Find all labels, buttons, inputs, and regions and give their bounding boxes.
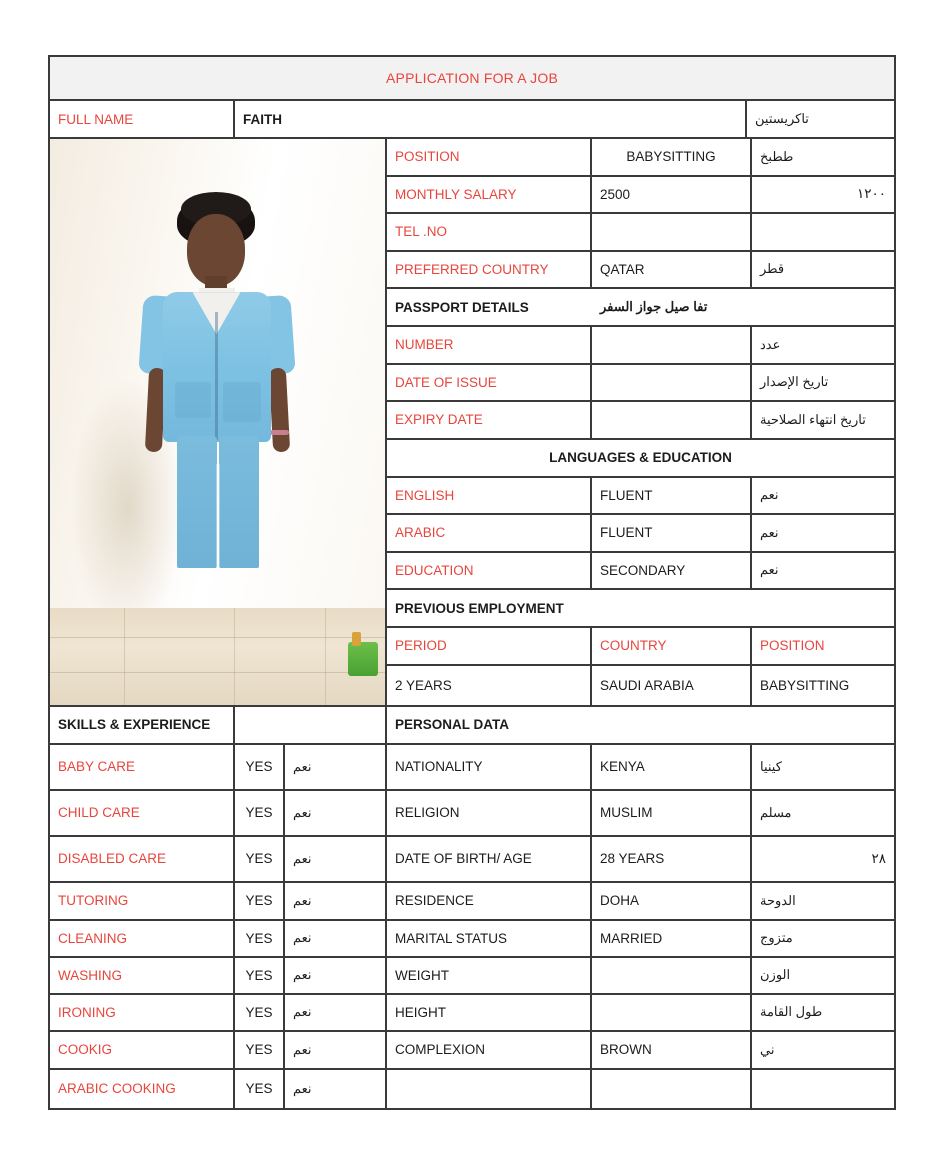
education-arabic: نعم <box>760 562 779 578</box>
monthly-salary-label: MONTHLY SALARY <box>387 177 592 213</box>
passport-number-arabic: عدد <box>760 336 781 352</box>
empty-arabic <box>752 1070 894 1108</box>
table-row <box>387 478 894 516</box>
date-of-birth-value: 28 YEARS <box>592 837 752 881</box>
table-row <box>387 791 894 837</box>
residence-arabic: الدوحة <box>760 892 796 908</box>
date-of-birth-label: DATE OF BIRTH/ AGE <box>387 837 592 881</box>
table-row <box>387 553 894 591</box>
date-of-issue-arabic: تاريخ الإصدار <box>760 374 829 390</box>
religion-label: RELIGION <box>387 791 592 835</box>
list-item <box>50 995 385 1032</box>
skill-arabic-cooking: نعم <box>293 1041 312 1057</box>
skill-arabic-arabic-cooking: نعم <box>293 1080 312 1096</box>
table-row <box>387 666 894 705</box>
table-row <box>387 995 894 1032</box>
table-row <box>387 921 894 958</box>
skill-arabic-ironing: نعم <box>293 1004 312 1019</box>
tel-no-arabic <box>752 214 894 250</box>
english-arabic: نعم <box>760 487 779 503</box>
table-row <box>387 177 894 215</box>
table-row <box>387 252 894 290</box>
full-name-label: FULL NAME <box>50 101 235 137</box>
skill-label-cooking: COOKIG <box>50 1032 235 1068</box>
table-row <box>387 883 894 921</box>
position-label: POSITION <box>387 139 592 175</box>
complexion-arabic: ني <box>760 1041 775 1057</box>
table-row <box>387 327 894 365</box>
complexion-label: COMPLEXION <box>387 1032 592 1068</box>
skill-label-cleaning: CLEANING <box>50 921 235 956</box>
weight-label: WEIGHT <box>387 958 592 993</box>
height-arabic: طول القامة <box>760 1004 823 1019</box>
date-of-issue-value <box>592 365 752 401</box>
height-value <box>592 995 752 1030</box>
skill-value-cooking: YES <box>235 1032 285 1068</box>
education-value: SECONDARY <box>592 553 752 589</box>
details-column <box>387 139 894 705</box>
marital-status-label: MARITAL STATUS <box>387 921 592 956</box>
form-title-bar <box>50 57 894 101</box>
skill-label-arabic-cooking: ARABIC COOKING <box>50 1070 235 1108</box>
full-name-value: FAITH <box>235 101 747 137</box>
position-value-employment: BABYSITTING <box>760 677 850 693</box>
skill-arabic-child-care: نعم <box>293 804 312 820</box>
personal-data-section-title: PERSONAL DATA <box>395 717 510 732</box>
skill-value-washing: YES <box>235 958 285 993</box>
skill-value-baby-care: YES <box>235 745 285 789</box>
photo-cell <box>50 139 387 705</box>
skill-label-ironing: IRONING <box>50 995 235 1030</box>
job-application-form <box>48 55 896 1110</box>
residence-value: DOHA <box>592 883 752 919</box>
passport-number-label: NUMBER <box>387 327 592 363</box>
preferred-country-arabic: قطر <box>760 261 785 277</box>
table-row <box>387 365 894 403</box>
languages-section-title: LANGUAGES & EDUCATION <box>549 450 732 465</box>
skill-arabic-cleaning: نعم <box>293 930 312 945</box>
religion-value: MUSLIM <box>592 791 752 835</box>
nationality-arabic: كينيا <box>760 758 782 774</box>
country-value: SAUDI ARABIA <box>592 666 752 705</box>
preferred-country-label: PREFERRED COUNTRY <box>387 252 592 288</box>
list-item <box>50 921 385 958</box>
expiry-date-label: EXPIRY DATE <box>387 402 592 438</box>
passport-number-value <box>592 327 752 363</box>
expiry-date-value <box>592 402 752 438</box>
arabic-lang-value: FLUENT <box>592 515 752 551</box>
applicant-figure <box>123 184 313 670</box>
previous-employment-column-headers <box>387 628 894 666</box>
weight-value <box>592 958 752 993</box>
list-item <box>50 837 385 883</box>
education-label: EDUCATION <box>387 553 592 589</box>
table-row <box>387 1032 894 1070</box>
personal-data-table <box>387 745 894 1108</box>
skill-label-disabled-care: DISABLED CARE <box>50 837 235 881</box>
skill-value-tutoring: YES <box>235 883 285 919</box>
skill-arabic-disabled-care: نعم <box>293 850 312 866</box>
position-value: BABYSITTING <box>592 139 752 175</box>
monthly-salary-arabic: ١٢٠٠ <box>856 186 886 202</box>
english-value: FLUENT <box>592 478 752 514</box>
skill-value-child-care: YES <box>235 791 285 835</box>
tel-no-label: TEL .NO <box>387 214 592 250</box>
list-item <box>50 883 385 921</box>
skill-value-disabled-care: YES <box>235 837 285 881</box>
list-item <box>50 791 385 837</box>
skills-section-title: SKILLS & EXPERIENCE <box>50 707 235 743</box>
religion-arabic: مسلم <box>760 804 792 820</box>
skill-arabic-tutoring: نعم <box>293 892 312 908</box>
table-row <box>387 958 894 995</box>
arabic-lang-label: ARABIC <box>387 515 592 551</box>
position-arabic: ططبخ <box>760 148 794 164</box>
empty-value <box>592 1070 752 1108</box>
skill-value-cleaning: YES <box>235 921 285 956</box>
table-row <box>387 837 894 883</box>
table-row <box>387 745 894 791</box>
skills-and-personal-headers <box>50 707 894 745</box>
list-item <box>50 958 385 995</box>
languages-section-header <box>387 440 894 478</box>
photo-and-details-area <box>50 139 894 707</box>
country-header: COUNTRY <box>592 628 752 664</box>
tel-no-value <box>592 214 752 250</box>
skills-personal-data-area <box>50 745 894 1108</box>
position-header: POSITION <box>760 638 825 654</box>
height-label: HEIGHT <box>387 995 592 1030</box>
table-row <box>387 139 894 177</box>
expiry-date-arabic: تاريخ انتهاء الصلاحية <box>760 411 866 427</box>
skill-label-tutoring: TUTORING <box>50 883 235 919</box>
skills-table <box>50 745 387 1108</box>
page-title: APPLICATION FOR A JOB <box>386 70 558 86</box>
skill-value-arabic-cooking: YES <box>235 1070 285 1108</box>
skill-value-ironing: YES <box>235 995 285 1030</box>
period-value: 2 YEARS <box>387 666 592 705</box>
list-item <box>50 1032 385 1070</box>
marital-status-value: MARRIED <box>592 921 752 956</box>
monthly-salary-value: 2500 <box>592 177 752 213</box>
nationality-value: KENYA <box>592 745 752 789</box>
skill-label-baby-care: BABY CARE <box>50 745 235 789</box>
residence-label: RESIDENCE <box>387 883 592 919</box>
arabic-lang-arabic: نعم <box>760 524 779 540</box>
nationality-label: NATIONALITY <box>387 745 592 789</box>
empty-label <box>387 1070 592 1108</box>
table-row <box>387 515 894 553</box>
table-row <box>387 214 894 252</box>
english-label: ENGLISH <box>387 478 592 514</box>
date-of-issue-label: DATE OF ISSUE <box>387 365 592 401</box>
previous-employment-header <box>387 590 894 628</box>
skill-arabic-washing: نعم <box>293 967 312 982</box>
applicant-photo <box>50 139 385 705</box>
passport-section-title-arabic: تفا صيل جواز السفر <box>600 299 708 314</box>
previous-employment-title: PREVIOUS EMPLOYMENT <box>395 600 564 616</box>
date-of-birth-arabic: ٢٨ <box>871 850 886 866</box>
table-row <box>387 402 894 440</box>
passport-section-title: PASSPORT DETAILS <box>395 299 529 315</box>
preferred-country-value: QATAR <box>592 252 752 288</box>
full-name-row <box>50 101 894 139</box>
complexion-value: BROWN <box>592 1032 752 1068</box>
table-row <box>387 1070 894 1108</box>
skill-arabic-baby-care: نعم <box>293 758 312 774</box>
marital-status-arabic: متزوج <box>760 930 793 945</box>
skill-label-child-care: CHILD CARE <box>50 791 235 835</box>
skills-header-spacer <box>235 707 387 743</box>
full-name-arabic: تاكريستين <box>755 111 809 126</box>
list-item <box>50 1070 385 1108</box>
weight-arabic: الوزن <box>760 967 791 982</box>
period-header: PERIOD <box>387 628 592 664</box>
skill-label-washing: WASHING <box>50 958 235 993</box>
passport-section-header <box>387 289 894 327</box>
list-item <box>50 745 385 791</box>
